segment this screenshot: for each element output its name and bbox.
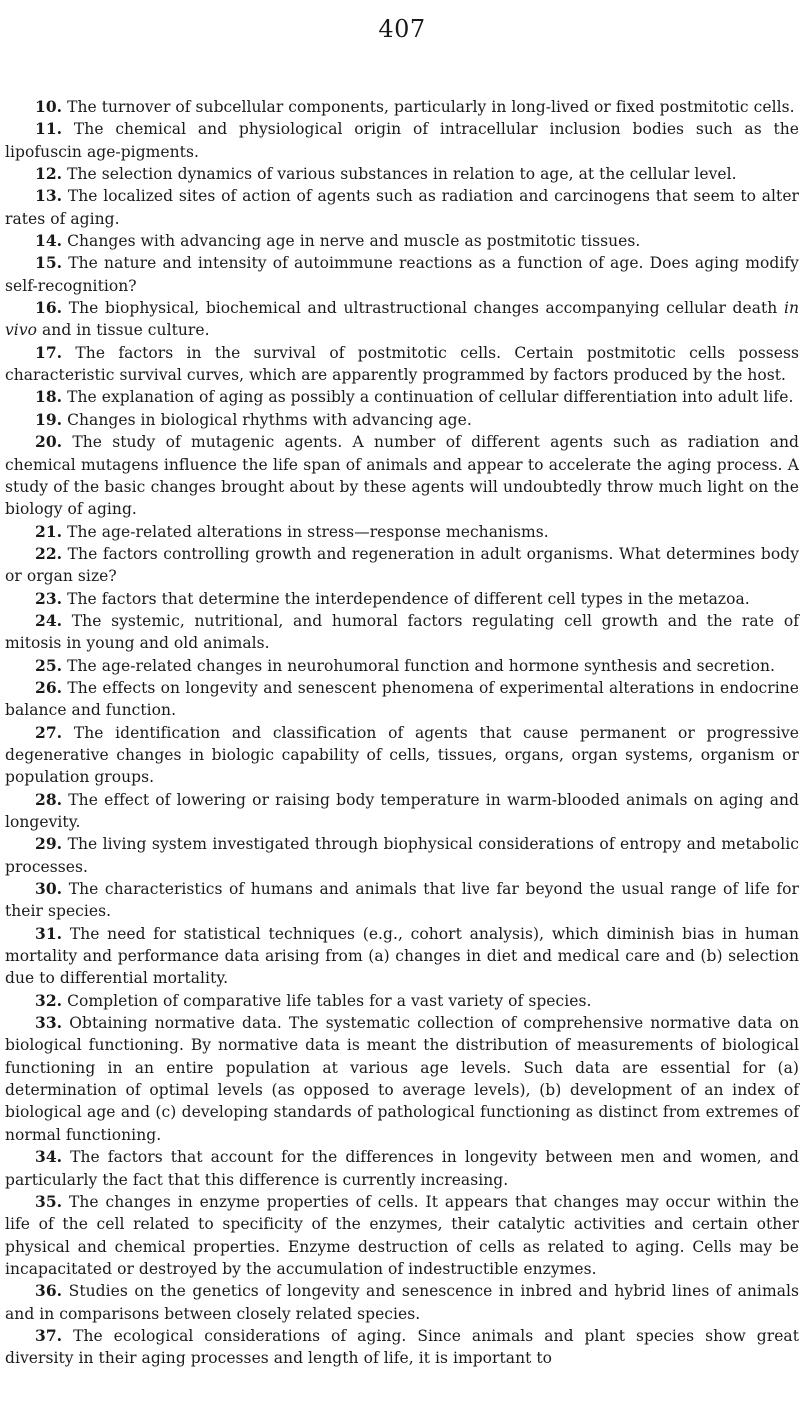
item-number: 30.: [35, 879, 63, 899]
list-item: [5, 230, 799, 252]
item-text: The biophysical, biochemical and ultrastructional changes accompanying cellular death: [68, 299, 784, 318]
item-number: 15.: [35, 253, 63, 273]
item-text: The ecological considerations of aging. Since animals and plant species show great diversity in their aging processes and length of life, it is important to: [5, 1326, 799, 1368]
list-item: [5, 1146, 799, 1191]
list-item: [5, 521, 799, 543]
item-text: Studies on the genetics of longevity and senescence in inbred and hybrid lines of animals and in comparisons between closely related species.: [5, 1282, 799, 1323]
item-number: 29.: [35, 834, 63, 854]
item-number: 36.: [35, 1281, 63, 1301]
list-item: [5, 878, 799, 923]
item-text: The explanation of aging as possibly a continuation of cellular differentiation into adult life.: [67, 388, 794, 407]
item-text: The systemic, nutritional, and humoral factors regulating cell growth and the rate of mitosis in young and old animals.: [5, 611, 799, 653]
list-item: [5, 789, 799, 834]
item-number: 16.: [35, 298, 63, 318]
item-text: Changes with advancing age in nerve and muscle as postmitotic tissues.: [67, 232, 641, 251]
item-number: 25.: [35, 655, 63, 675]
list-item: [5, 409, 799, 431]
list-item: [5, 1280, 799, 1325]
item-number: 21.: [35, 521, 63, 541]
item-text: The changes in enzyme properties of cells. It appears that changes may occur within the life of the cell related to specificity of the enzymes, their catalytic activities and certain other physical and chemical properties. Enzyme destruction of cells as related to aging. Cells may be incapacitated or destroyed by the accumulation of indestructible enzymes.: [5, 1192, 799, 1278]
item-number: 18.: [35, 387, 63, 407]
item-text: The age-related alterations in stress—response mechanisms.: [67, 522, 549, 541]
list-item: [5, 118, 799, 163]
list-item: [5, 342, 799, 387]
item-number: 19.: [35, 409, 63, 429]
list-item: [5, 833, 799, 878]
item-text: The age-related changes in neurohumoral function and hormone synthesis and secretion.: [67, 656, 776, 675]
list-item: [5, 655, 799, 677]
list-item: [5, 252, 799, 297]
item-text: The selection dynamics of various substances in relation to age, at the cellular level.: [67, 165, 737, 184]
item-number: 23.: [35, 588, 63, 608]
list-item: [5, 185, 799, 230]
item-text: The effect of lowering or raising body temperature in warm-blooded animals on aging and longevity.: [5, 790, 799, 831]
item-text: The factors that account for the differences in longevity between men and women, and particularly the fact that this difference is currently increasing.: [5, 1148, 799, 1189]
item-number: 11.: [35, 119, 63, 139]
list-item: [5, 297, 799, 342]
list-item: [5, 431, 799, 520]
item-number: 17.: [35, 342, 63, 362]
item-number: 20.: [35, 432, 63, 452]
item-text: The identification and classification of agents that cause permanent or progressive degenerative changes in biologic capability of cells, tissues, organs, organ systems, organism or population groups.: [5, 723, 799, 787]
item-number: 27.: [35, 722, 63, 742]
item-text: The factors controlling growth and regeneration in adult organisms. What determines body or organ size?: [5, 544, 799, 586]
numbered-list: [5, 96, 799, 1370]
item-text: The factors that determine the interdependence of different cell types in the metazoa.: [67, 589, 750, 608]
item-number: 14.: [35, 231, 63, 251]
list-item: [5, 163, 799, 185]
item-text: Obtaining normative data. The systematic collection of comprehensive normative data on biological functioning. By normative data is meant the distribution of measurements of biological functioning in an entire population at various age levels. Such data are essential for (a) determination of optimal levels (as opposed to average levels), (b) development of an index of biological age and (c) developing standards of pathological functioning as distinct from extremes of normal functioning.: [5, 1014, 799, 1144]
item-number: 35.: [35, 1191, 63, 1211]
item-number: 37.: [35, 1325, 63, 1345]
item-number: 24.: [35, 610, 63, 630]
item-italic-text: in vivo: [5, 299, 800, 340]
list-item: [5, 543, 799, 588]
item-text: The chemical and physiological origin of intracellular inclusion bodies such as the lipofuscin age-pigments.: [5, 120, 800, 161]
item-text: The turnover of subcellular components, particularly in long-lived or fixed postmitotic cells.: [67, 98, 795, 116]
item-text: Completion of comparative life tables for a vast variety of species.: [67, 991, 592, 1010]
item-number: 28.: [35, 789, 63, 809]
list-item: [5, 677, 799, 722]
item-number: 31.: [35, 923, 63, 943]
item-number: 22.: [35, 543, 63, 563]
list-item: [5, 610, 799, 655]
item-number: 32.: [35, 990, 63, 1010]
item-text: The effects on longevity and senescent phenomena of experimental alterations in endocrine balance and function.: [5, 678, 799, 720]
item-text: The living system investigated through biophysical considerations of entropy and metabolic processes.: [5, 835, 799, 876]
list-item: [5, 722, 799, 789]
item-number: 34.: [35, 1147, 63, 1167]
item-number: 10.: [35, 97, 63, 116]
list-item: [5, 588, 799, 610]
list-item: [5, 990, 799, 1012]
item-number: 13.: [35, 186, 63, 206]
list-item: [5, 386, 799, 408]
item-text-continued: and in tissue culture.: [37, 321, 210, 340]
item-text: The study of mutagenic agents. A number of different agents such as radiation and chemical mutagens influence the life span of animals and appear to accelerate the aging process. A study of the basic changes brought about by these agents will undoubtedly throw much light on the biology of aging.: [5, 433, 800, 519]
item-text: Changes in biological rhythms with advancing age.: [67, 410, 472, 429]
list-item: [5, 1191, 799, 1280]
item-number: 26.: [35, 677, 63, 697]
list-item: [5, 96, 799, 118]
item-text: The factors in the survival of postmitotic cells. Certain postmitotic cells possess characteristic survival curves, which are apparently programmed by factors produced by the host.: [5, 343, 799, 385]
list-item: [5, 1325, 799, 1370]
item-text: The characteristics of humans and animals that live far beyond the usual range of life for their species.: [5, 880, 799, 921]
item-number: 33.: [35, 1013, 63, 1033]
item-text: The need for statistical techniques (e.g., cohort analysis), which diminish bias in human mortality and performance data arising from (a) changes in diet and medical care and (b) selection due to differential mortality.: [5, 924, 799, 988]
item-text: The localized sites of action of agents such as radiation and carcinogens that seem to alter rates of aging.: [5, 187, 799, 228]
page-number: 407: [378, 15, 426, 43]
item-number: 12.: [35, 164, 63, 184]
list-item: [5, 1012, 799, 1146]
item-text: The nature and intensity of autoimmune reactions as a function of age. Does aging modify self-recognition?: [5, 254, 799, 295]
list-item: [5, 923, 799, 990]
